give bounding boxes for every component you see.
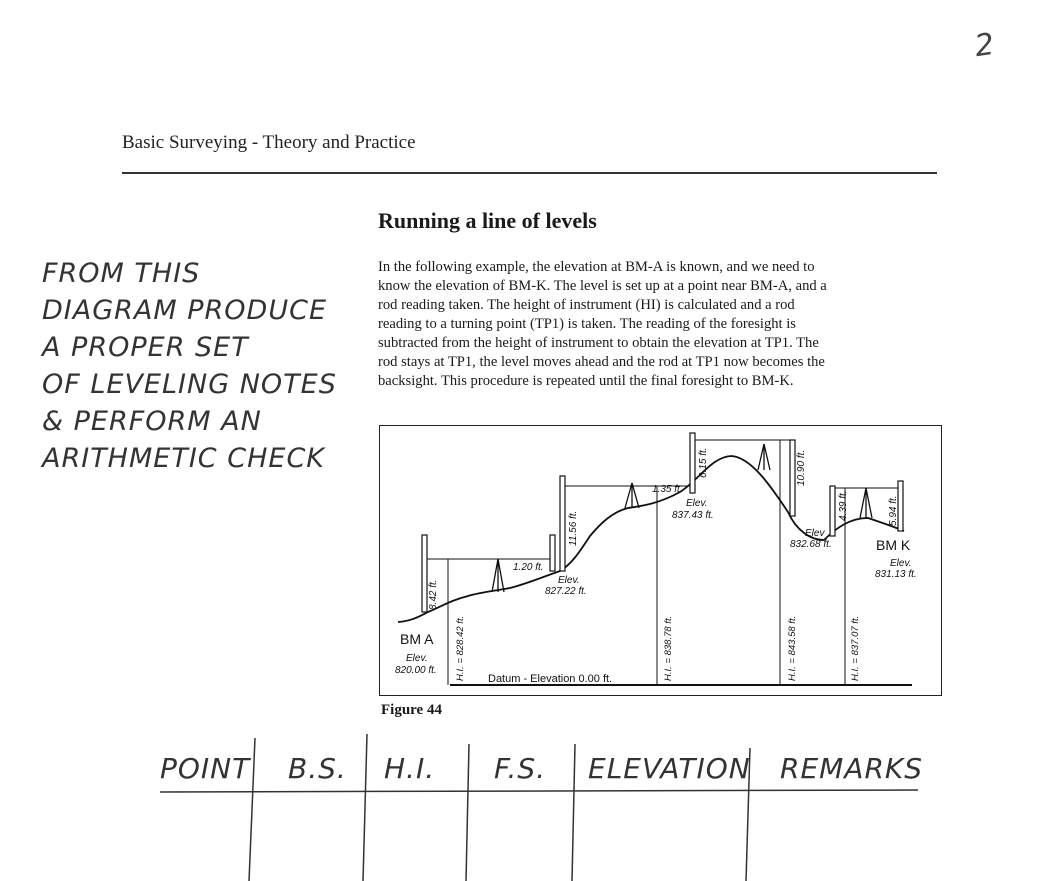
- leveling-diagram: [379, 425, 942, 696]
- column-header-foresight: F.S.: [494, 752, 547, 785]
- hi-label-1: H.I. = 828.42 ft.: [455, 615, 466, 681]
- note-line: DIAGRAM PRODUCE: [42, 295, 328, 326]
- header-rule: [160, 790, 918, 792]
- paragraph-line: rod reading taken. The height of instrument (HI) is calculated and a rod: [378, 297, 795, 313]
- bm-k-elev-value: 831.13 ft.: [875, 569, 917, 580]
- bm-a-name: BM A: [400, 631, 434, 647]
- section-heading: Running a line of levels: [378, 208, 597, 233]
- tp2-elev-label: Elev.: [686, 498, 708, 509]
- column-header-remarks: REMARKS: [780, 752, 924, 785]
- level-tripod-2: [625, 483, 639, 508]
- leveling-diagram-svg: [380, 426, 943, 697]
- foresight-1-label: 1.20 ft.: [513, 562, 544, 573]
- note-line: OF LEVELING NOTES: [42, 369, 337, 400]
- rod-tp1-backsight: [560, 476, 565, 571]
- bm-k-name: BM K: [876, 537, 911, 553]
- bm-a-elev-label: Elev.: [406, 653, 428, 664]
- paragraph-line: reading to a turning point (TP1) is taken. The reading of the foresight is: [378, 316, 796, 332]
- backsight-4-label: 4.39 ft.: [838, 490, 849, 521]
- page-header: [122, 128, 937, 174]
- note-line: ARITHMETIC CHECK: [42, 443, 326, 474]
- note-line: FROM THIS: [42, 258, 201, 289]
- note-line: A PROPER SET: [42, 332, 249, 363]
- datum-label: Datum - Elevation 0.00 ft.: [488, 673, 613, 685]
- rod-tp3-backsight: [830, 486, 835, 536]
- hi-label-3: H.I. = 843.58 ft.: [787, 615, 798, 681]
- column-header-elevation: ELEVATION: [588, 752, 751, 785]
- column-divider: [572, 744, 575, 881]
- paragraph-line: rod stays at TP1, the level moves ahead and the rod at TP1 now becomes the: [378, 354, 825, 370]
- rod-tp1: [550, 535, 555, 571]
- tp2-elev-value: 837.43 ft.: [672, 510, 714, 521]
- tp1-elev-label: Elev.: [558, 575, 580, 586]
- tp1-elev-value: 827.22 ft.: [545, 586, 587, 597]
- leveling-notes-table: [0, 730, 1052, 881]
- body-paragraph: [378, 258, 948, 391]
- foresight-4-label: 5.94 ft.: [888, 495, 899, 526]
- column-header-point: POINT: [160, 752, 251, 785]
- paragraph-line: backsight. This procedure is repeated until the final foresight to BM-K.: [378, 373, 794, 389]
- foresight-2-label: 1.35 ft.: [652, 484, 683, 495]
- bm-k-elev-label: Elev.: [890, 558, 912, 569]
- backsight-3-label: 6.15 ft.: [698, 447, 709, 478]
- header-title: Basic Surveying - Theory and Practice: [122, 132, 416, 153]
- column-header-backsight: B.S.: [288, 752, 347, 785]
- level-tripod-3: [758, 444, 770, 470]
- tp3-elev-value: 832.68 ft.: [790, 539, 832, 550]
- column-divider: [466, 744, 469, 881]
- bm-a-elev-value: 820.00 ft.: [395, 665, 437, 676]
- column-header-height-of-instrument: H.I.: [384, 752, 436, 785]
- handwritten-instruction: [42, 255, 337, 477]
- rod-tp2: [690, 433, 695, 493]
- level-tripod-1: [492, 559, 504, 592]
- page-number: 2: [972, 26, 998, 65]
- tp3-elev-label: Elev: [805, 528, 825, 539]
- note-line: & PERFORM AN: [42, 406, 262, 437]
- paragraph-line: subtracted from the height of instrument to obtain the elevation at TP1. The: [378, 335, 819, 351]
- backsight-2-label: 11.56 ft.: [568, 510, 579, 546]
- paragraph-line: know the elevation of BM-K. The level is set up at a point near BM-A, and a: [378, 278, 827, 294]
- figure-caption: Figure 44: [381, 702, 442, 718]
- paragraph-line: In the following example, the elevation at BM-A is known, and we need to: [378, 259, 815, 275]
- rod-tp3: [790, 440, 795, 516]
- foresight-3-label: 10.90 ft.: [796, 449, 807, 486]
- rod-bm-a: [422, 535, 427, 612]
- hi-label-2: H.I. = 838.78 ft.: [663, 615, 674, 681]
- level-tripod-4: [860, 488, 872, 518]
- backsight-1-label: 8.42 ft.: [428, 579, 439, 610]
- column-divider: [363, 734, 367, 881]
- hi-label-4: H.I. = 837.07 ft.: [850, 615, 861, 681]
